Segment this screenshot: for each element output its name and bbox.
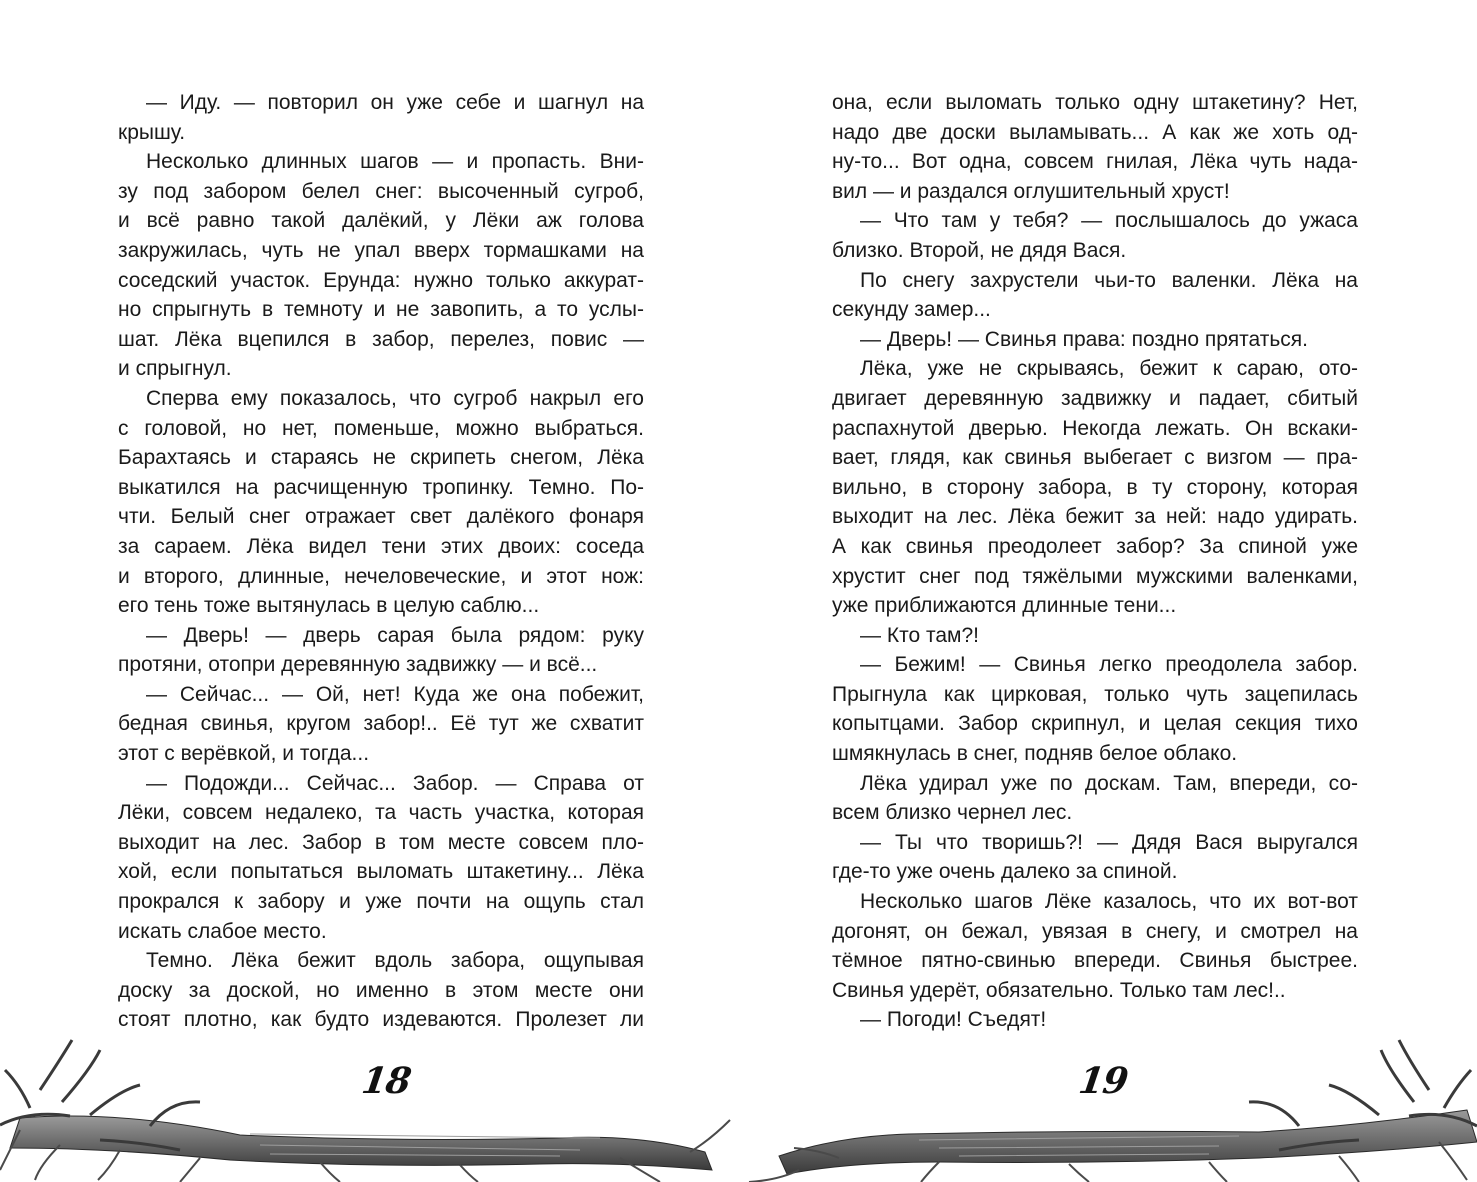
text-line: — Сейчас... — Ой, нет! Куда же она побежит, [146, 682, 644, 706]
text-line: Несколько длинных шагов — и пропасть. Вни- [146, 150, 644, 174]
text-line: хой, если попытаться выломать штакетину... Лёка [118, 860, 644, 884]
text-line: копытцами. Забор скрипнул, и целая секция тихо [832, 712, 1358, 736]
text-line: — Дверь! — дверь сарая была рядом: руку [146, 623, 644, 647]
text-line: Лёка, уже не скрываясь, бежит к сараю, ото- [860, 357, 1358, 381]
text-line: — Погоди! Съедят! [860, 1008, 1047, 1032]
text-line: Лёка удирал уже по доскам. Там, впереди, со- [860, 771, 1358, 795]
text-line: — Ты что творишь?! — Дядя Вася выругался [860, 830, 1358, 854]
text-line: доску за доской, но именно в этом месте они [118, 978, 644, 1002]
text-line: секунду замер... [832, 298, 991, 322]
text-line: По снегу захрустели чьи-то валенки. Лёка на [860, 268, 1358, 292]
text-line: — Иду. — повторил он уже себе и шагнул на [146, 91, 644, 114]
text-line: распахнутой дверью. Некогда лежать. Он вскаки- [832, 416, 1358, 440]
text-line: прокрался к забору и уже почти на ощупь стал [118, 890, 644, 914]
text-line: — Что там у тебя? — послышалось до ужаса [860, 209, 1358, 233]
text-line: и всё равно такой далёкий, у Лёки аж голова [118, 209, 644, 233]
text-line: закружилась, чуть не упал вверх тормашками на [118, 238, 644, 262]
right-page [739, 0, 1477, 1182]
text-line: — Кто там?! [860, 623, 979, 647]
branch-illustration-right [739, 1030, 1477, 1182]
text-line: шмякнулась в снег, подняв белое облако. [832, 742, 1238, 766]
right-page-text [832, 88, 1358, 1035]
text-line: его тень тоже вытянулась в целую саблю... [118, 594, 540, 618]
text-line: чти. Белый снег отражает свет далёкого фонаря [118, 505, 644, 529]
text-line: Свинья удерёт, обязательно. Только там лес!.. [832, 978, 1286, 1002]
text-line: зу под забором белел снег: высоченный сугроб, [118, 179, 644, 203]
text-line: за сараем. Лёка видел тени этих двоих: соседа [118, 534, 644, 558]
text-line: с головой, но нет, поменьше, можно выбраться. [118, 416, 644, 440]
text-line: двигает деревянную задвижку и падает, сбитый [832, 386, 1358, 410]
text-line: вил — и раздался оглушительный хруст! [832, 179, 1230, 203]
text-line: ну-то... Вот одна, совсем гнилая, Лёка чуть нада- [832, 150, 1358, 174]
text-line: Лёки, совсем недалеко, та часть участка, которая [118, 801, 644, 825]
text-line: этот с верёвкой, и тогда... [118, 742, 370, 766]
text-line: протяни, отопри деревянную задвижку — и всё... [118, 653, 598, 677]
text-line: Сперва ему показалось, что сугроб накрыл его [146, 386, 644, 410]
text-line: А как свинья преодолеет забор? За спиной уже [832, 534, 1358, 558]
text-line: хрустит снег под тяжёлыми мужскими валенками, [832, 564, 1358, 588]
text-line: догонят, он бежал, увязая в снегу, и смотрел на [832, 919, 1358, 943]
text-line: вает, глядя, как свинья выбегает с визгом — пра- [832, 446, 1358, 470]
text-line: она, если выломать только одну штакетину? Нет, [832, 91, 1358, 114]
text-line: выкатился на расчищенную тропинку. Темно. По- [118, 475, 644, 499]
page-number-left: 18 [359, 1060, 414, 1102]
text-line: Несколько шагов Лёке казалось, что их вот-вот [860, 890, 1358, 914]
text-line: тёмное пятно-свинью впереди. Свинья быстрее. [832, 949, 1358, 973]
text-line: Темно. Лёка бежит вдоль забора, ощупывая [146, 949, 644, 973]
text-line: соседский участок. Ерунда: нужно только аккурат- [118, 268, 644, 292]
text-line: и спрыгнул. [118, 357, 232, 381]
left-page [0, 0, 738, 1182]
text-line: бедная свинья, кругом забор!.. Её тут же схватит [118, 712, 644, 736]
text-line: искать слабое место. [118, 919, 327, 943]
branch-illustration-left [0, 1030, 738, 1182]
page-number-right: 19 [1076, 1060, 1131, 1102]
text-line: где-то уже очень далеко за спиной. [832, 860, 1178, 884]
text-line: уже приближаются длинные тени... [832, 594, 1177, 618]
text-line: — Дверь! — Свинья права: поздно прятаться. [860, 327, 1308, 351]
text-line: крышу. [118, 120, 186, 144]
text-line: — Подожди... Сейчас... Забор. — Справа от [146, 771, 644, 795]
text-line: но спрыгнуть в темноту и не завопить, а то услы- [118, 298, 644, 322]
text-line: вильно, в сторону забора, в ту сторону, которая [832, 475, 1358, 499]
text-line: Прыгнула как цирковая, только чуть зацепилась [832, 682, 1358, 706]
text-line: выходит на лес. Забор в том месте совсем пло- [118, 830, 644, 854]
text-line: всем близко чернел лес. [832, 801, 1073, 825]
text-line: выходит на лес. Лёка бежит за ней: надо удирать. [832, 505, 1358, 529]
text-line: и второго, длинные, нечеловеческие, и этот нож: [118, 564, 644, 588]
text-line: Барахтаясь и стараясь не скрипеть снегом, Лёка [118, 446, 644, 470]
text-line: надо две доски выламывать... А как же хоть од- [832, 120, 1358, 144]
left-page-text [118, 88, 644, 1035]
text-line: шат. Лёка вцепился в забор, перелез, повис — [118, 327, 644, 351]
text-line: — Бежим! — Свинья легко преодолела забор. [860, 653, 1358, 677]
text-line: стоят плотно, как будто издеваются. Пролезет ли [118, 1008, 644, 1032]
text-line: близко. Второй, не дядя Вася. [832, 238, 1127, 262]
